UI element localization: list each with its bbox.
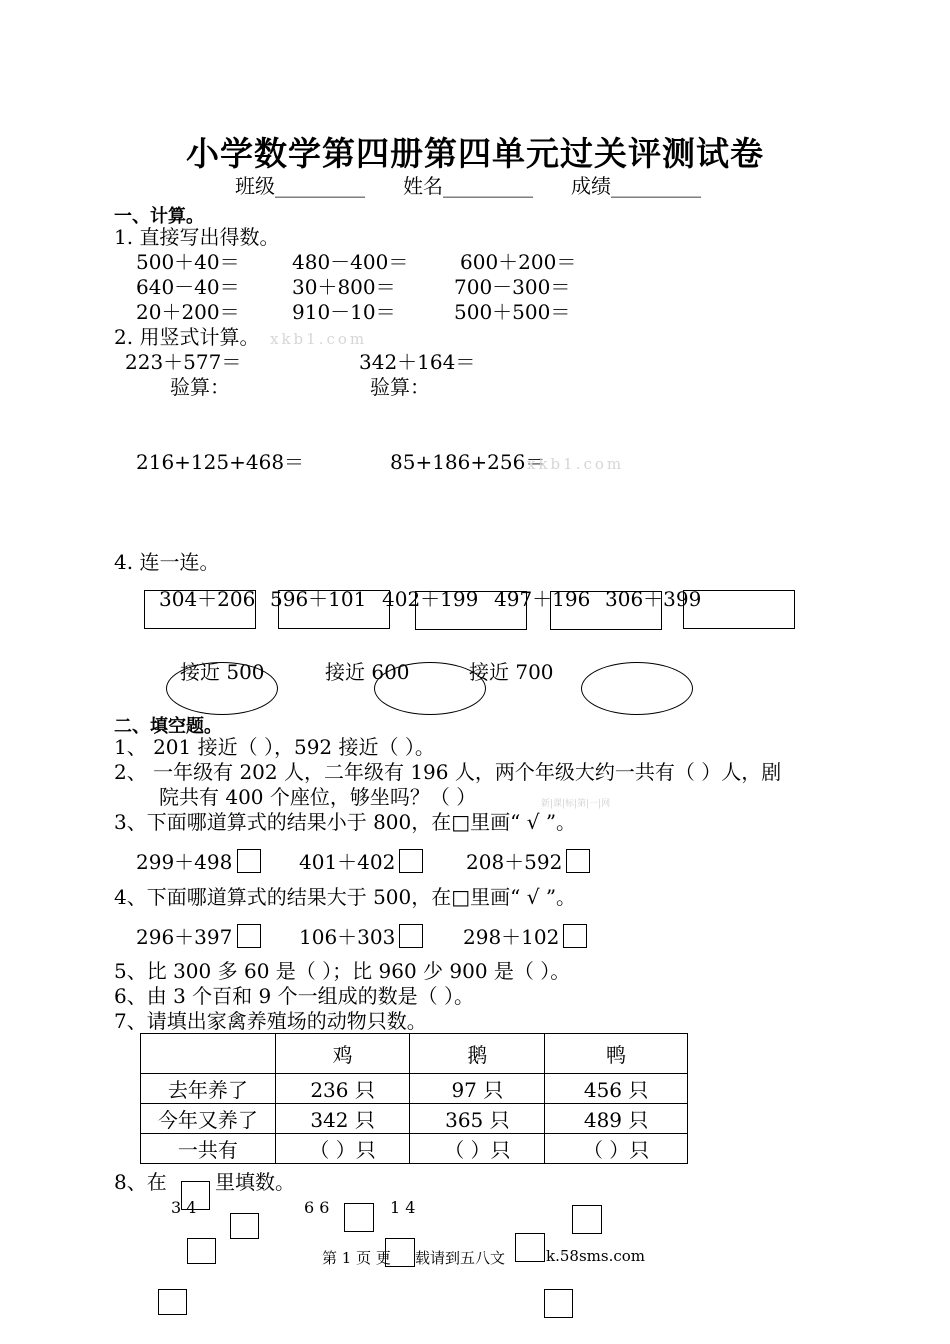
table-cell[interactable]: （ ）只	[545, 1134, 688, 1164]
table-cell: 今年又养了	[141, 1104, 276, 1134]
footer-mid: 载请到五八文	[415, 1249, 506, 1267]
table-row	[141, 1134, 688, 1164]
q4-checkbox-3[interactable]	[563, 924, 587, 948]
q3-item-3: 208＋592	[466, 850, 563, 874]
name-blank: _________	[443, 174, 533, 198]
page-title: 小学数学第四册第四单元过关评测试卷	[186, 134, 764, 173]
q8-digits-b: 6 6	[304, 1198, 330, 1217]
table-row	[141, 1074, 688, 1104]
target-700: 接近 700	[469, 660, 554, 684]
footer-right: k.58sms.com	[546, 1247, 645, 1265]
target-600: 接近 600	[325, 660, 410, 684]
calc-r2-c1: 640－40＝	[136, 275, 240, 299]
q2-label: 2. 用竖式计算。	[114, 325, 260, 349]
table-cell: 456 只	[545, 1074, 688, 1104]
calc-r1-c1: 500＋40＝	[136, 250, 240, 274]
table-cell: 97 只	[410, 1074, 545, 1104]
q8-box-2[interactable]	[230, 1213, 259, 1239]
watermark-text: xkb1.com	[270, 330, 368, 348]
q3-item-1: 299＋498	[136, 850, 233, 874]
q8-box-5[interactable]	[187, 1238, 216, 1264]
match-ellipse-3[interactable]	[581, 662, 693, 715]
table-cell[interactable]: （ ）只	[410, 1134, 545, 1164]
q8-box-8[interactable]	[158, 1289, 187, 1315]
calc-r1-c3: 600＋200＝	[460, 250, 577, 274]
target-500: 接近 500	[180, 660, 265, 684]
calc-r3-c3: 500＋500＝	[454, 300, 571, 324]
q8-box-7[interactable]	[515, 1233, 545, 1262]
q4-checkbox-1[interactable]	[237, 924, 261, 948]
q8-box-9[interactable]	[544, 1289, 573, 1318]
fill-q4-label: 4、下面哪道算式的结果大于 500，在□里画“ √ ”。	[114, 885, 577, 909]
vertical-expr-1: 223＋577＝	[125, 350, 242, 374]
q3-checkbox-1[interactable]	[237, 849, 261, 873]
class-blank: _________	[275, 174, 365, 198]
calc-r2-c2: 30＋800＝	[292, 275, 396, 299]
vertical-expr-4: 85+186+256＝	[390, 450, 546, 474]
fill-q1: 1、 201 接近（ ），592 接近（ ）。	[114, 735, 435, 759]
q3-checkbox-2[interactable]	[399, 849, 423, 873]
fill-q6: 6、由 3 个百和 9 个一组成的数是（ ）。	[114, 984, 474, 1008]
match-item-1: 304＋206	[159, 587, 256, 611]
calc-r3-c2: 910－10＝	[292, 300, 396, 324]
calc-r3-c1: 20＋200＝	[136, 300, 240, 324]
q8-digits-a: 3 4	[171, 1198, 197, 1217]
footer-left: 第 1 页 更	[322, 1249, 391, 1267]
score-label: 成绩	[571, 174, 611, 198]
table-cell: 342 只	[275, 1104, 410, 1134]
match-item-2: 596＋101	[270, 587, 367, 611]
table-cell: 去年养了	[141, 1074, 276, 1104]
match-item-3: 402＋199	[382, 587, 479, 611]
match-item-5: 306＋399	[605, 587, 702, 611]
table-cell: 365 只	[410, 1104, 545, 1134]
poultry-table	[140, 1033, 688, 1164]
name-label: 姓名	[403, 174, 443, 198]
q1-label: 1. 直接写出得数。	[114, 225, 280, 249]
q4-item-3: 298＋102	[463, 925, 560, 949]
fill-q8-label-suffix: 里填数。	[215, 1170, 295, 1194]
score-field[interactable]	[571, 174, 701, 198]
q8-box-3[interactable]	[344, 1203, 374, 1232]
q8-digits-c: 1 4	[390, 1198, 416, 1217]
check-label-2: 验算：	[370, 375, 430, 399]
q8-box-4[interactable]	[572, 1205, 602, 1234]
fill-q5: 5、比 300 多 60 是（ ）；比 960 少 900 是（ ）。	[114, 959, 571, 983]
table-cell: 236 只	[275, 1074, 410, 1104]
fill-q2-line2: 院共有 400 个座位，够坐吗？（ ）	[159, 785, 477, 809]
table-cell: 一共有	[141, 1134, 276, 1164]
table-cell[interactable]: （ ）只	[275, 1134, 410, 1164]
fill-q7-label: 7、请填出家禽养殖场的动物只数。	[114, 1009, 427, 1033]
watermark-small: 新|课|标|第|一|网	[541, 799, 611, 809]
check-label-1: 验算：	[170, 375, 230, 399]
table-header-cell: 鸡	[275, 1034, 410, 1074]
calc-r2-c3: 700－300＝	[454, 275, 571, 299]
table-header-cell: 鸭	[545, 1034, 688, 1074]
table-row	[141, 1104, 688, 1134]
section1-heading: 一、计算。	[114, 206, 204, 227]
q4-label: 4. 连一连。	[114, 550, 220, 574]
calc-r1-c2: 480－400＝	[292, 250, 409, 274]
section2-heading: 二、填空题。	[114, 716, 222, 737]
vertical-expr-2: 342＋164＝	[359, 350, 476, 374]
vertical-expr-3: 216+125+468＝	[136, 450, 305, 474]
q3-checkbox-3[interactable]	[566, 849, 590, 873]
q4-item-1: 296＋397	[136, 925, 233, 949]
table-header-cell: 鹅	[410, 1034, 545, 1074]
table-cell: 489 只	[545, 1104, 688, 1134]
match-item-4: 497＋196	[494, 587, 591, 611]
fill-q3-label: 3、下面哪道算式的结果小于 800，在□里画“ √ ”。	[114, 810, 577, 834]
q3-item-2: 401＋402	[299, 850, 396, 874]
watermark-text-2: xkb1.com	[527, 455, 625, 473]
class-label: 班级	[235, 174, 275, 198]
q4-item-2: 106＋303	[299, 925, 396, 949]
fill-q8-label-prefix: 8、在	[114, 1170, 167, 1194]
table-header-row	[141, 1034, 688, 1074]
table-header-cell	[141, 1034, 276, 1074]
fill-q2-line1: 2、 一年级有 202 人，二年级有 196 人，两个年级大约一共有（ ）人，剧	[114, 760, 782, 784]
score-blank: _________	[611, 174, 701, 198]
name-field[interactable]	[403, 174, 533, 198]
q4-checkbox-2[interactable]	[399, 924, 423, 948]
class-field[interactable]	[235, 174, 365, 198]
